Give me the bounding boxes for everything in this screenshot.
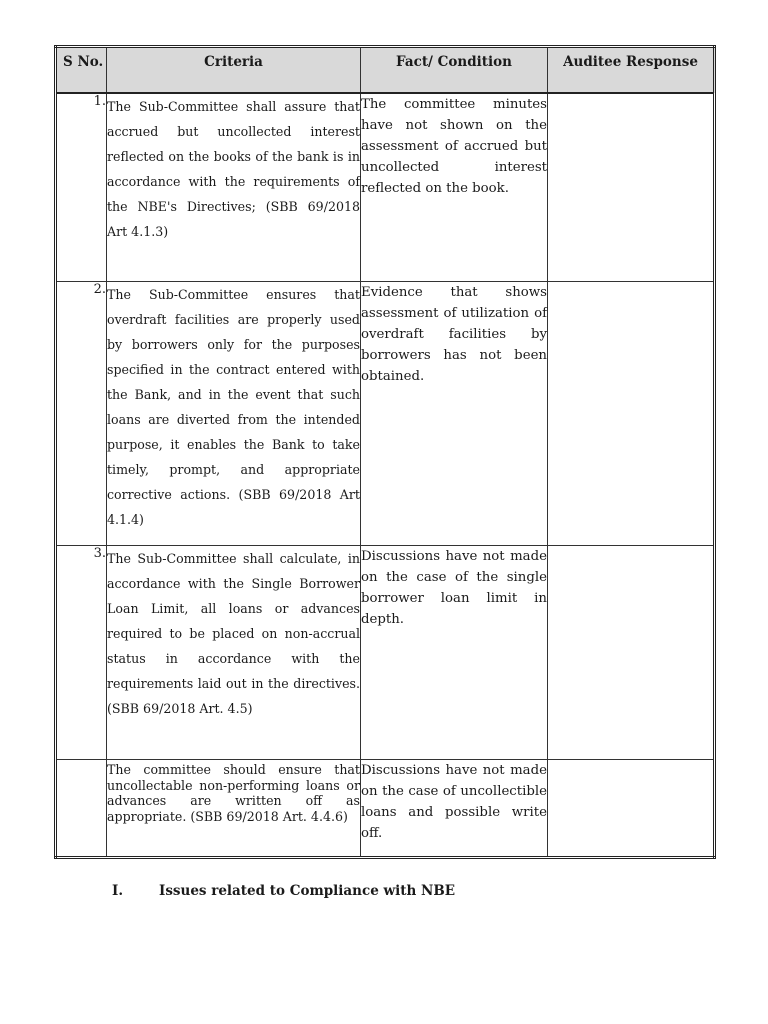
table-row	[56, 760, 715, 858]
auditee-response-cell	[548, 760, 715, 858]
header-sno: S No.	[56, 47, 107, 93]
criteria-cell: The committee should ensure that uncollectable non-performing loans or advances are written off as appropriate. (SBB 69/2018 Art. 4.4.6)	[107, 760, 361, 858]
auditee-response-cell	[548, 546, 715, 760]
header-auditee-response: Auditee Response	[548, 47, 715, 93]
criteria-cell: The Sub-Committee ensures that overdraft facilities are properly used by borrowers only for the purposes specified in the contract entered with the Bank, and in the event that such loans are diverted from the intended purpose, it enables the Bank to take timely, prompt, and appropriate corrective actions. (SBB 69/2018 Art 4.1.4)	[107, 282, 361, 546]
header-fact-condition: Fact/ Condition	[361, 47, 548, 93]
fact-condition-cell: Discussions have not made on the case of uncollectible loans and possible write off.	[361, 760, 548, 858]
auditee-response-cell	[548, 93, 715, 282]
row-number: 1.	[56, 93, 107, 282]
table-row	[56, 282, 715, 546]
row-number: 3.	[56, 546, 107, 760]
table-row	[56, 546, 715, 760]
section-title: Issues related to Compliance with NBE	[159, 883, 456, 899]
criteria-cell: The Sub-Committee shall assure that accrued but uncollected interest reflected on the books of the bank is in accordance with the requirements of the NBE's Directives; (SBB 69/2018 Art 4.1.3)	[107, 93, 361, 282]
auditee-response-cell	[548, 282, 715, 546]
row-number	[56, 760, 107, 858]
section-heading	[112, 883, 455, 899]
row-number: 2.	[56, 282, 107, 546]
criteria-cell: The Sub-Committee shall calculate, in accordance with the Single Borrower Loan Limit, all loans or advances required to be placed on non-accrual status in accordance with the requirements laid out in the directives.(SBB 69/2018 Art. 4.5)	[107, 546, 361, 760]
fact-condition-cell: The committee minutes have not shown on the assessment of accrued but uncollected interest reflected on the book.	[361, 93, 548, 282]
fact-condition-cell: Discussions have not made on the case of the single borrower loan limit in depth.	[361, 546, 548, 760]
table-header-row	[56, 47, 715, 93]
fact-condition-cell: Evidence that shows assessment of utilization of overdraft facilities by borrowers has not been obtained.	[361, 282, 548, 546]
header-criteria: Criteria	[107, 47, 361, 93]
audit-findings-table	[54, 45, 716, 859]
section-numeral: I.	[112, 883, 124, 899]
table-row	[56, 93, 715, 282]
